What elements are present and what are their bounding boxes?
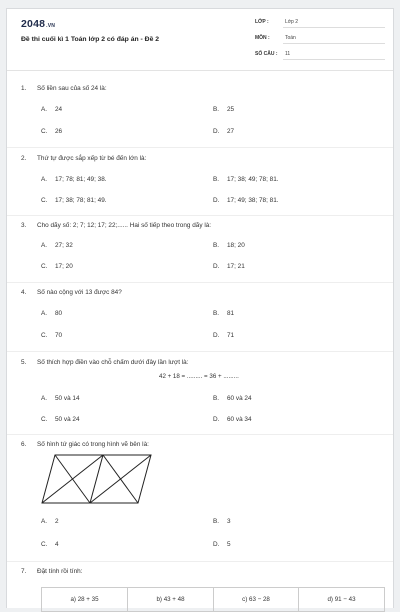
option-b[interactable]: B. 60 và 24: [213, 395, 252, 402]
option-b[interactable]: B. 17; 38; 49; 78; 81.: [213, 176, 279, 183]
option-c[interactable]: C. 4: [41, 541, 59, 548]
question-text: Cho dãy số: 2; 7; 12; 17; 22;...... Hai số tiếp theo trong dãy là:: [37, 222, 212, 229]
divider: [7, 351, 393, 352]
question-text: Đặt tính rồi tính:: [37, 568, 83, 575]
meta-label: SỐ CÂU :: [255, 51, 278, 57]
divider: [7, 147, 393, 148]
calc-cell: a) 28 + 35: [42, 588, 128, 612]
option-c[interactable]: C. 50 và 24: [41, 416, 80, 423]
exam-title: Đề thi cuối kì 1 Toán lớp 2 có đáp án - Đề 2: [21, 36, 160, 43]
meta-label: MÔN :: [255, 35, 270, 41]
question-number: 4.: [21, 289, 27, 296]
question-number: 6.: [21, 441, 27, 448]
meta-value: 11: [285, 51, 291, 57]
option-c[interactable]: C. 70: [41, 332, 63, 339]
question-number: 3.: [21, 222, 27, 229]
site-logo[interactable]: 2048.VN: [21, 18, 56, 30]
question-text: Số thích hợp điền vào chỗ chấm dưới đây lần lượt là:: [37, 359, 189, 366]
exam-header: [7, 9, 393, 71]
question-number: 1.: [21, 85, 27, 92]
option-d[interactable]: D. 17; 21: [213, 263, 245, 270]
option-a[interactable]: A. 17; 78; 81; 49; 38.: [41, 176, 107, 183]
question-text: Số hình tứ giác có trong hình vẽ bên là:: [37, 441, 149, 448]
option-d[interactable]: D. 60 và 34: [213, 416, 252, 423]
divider: [7, 215, 393, 216]
question-number: 2.: [21, 155, 27, 162]
quadrilateral-figure: [41, 453, 153, 505]
question-text: Số nào cộng với 13 được 84?: [37, 289, 122, 296]
option-a[interactable]: A. 80: [41, 310, 63, 317]
option-a[interactable]: A. 50 và 14: [41, 395, 80, 402]
equation: 42 + 18 = ......... = 36 + .........: [159, 373, 239, 380]
option-a[interactable]: A. 2: [41, 518, 59, 525]
divider: [7, 282, 393, 283]
option-c[interactable]: C. 17; 20: [41, 263, 73, 270]
option-c[interactable]: C. 17; 38; 78; 81; 49.: [41, 197, 107, 204]
meta-value: Toán: [285, 35, 296, 41]
question-number: 5.: [21, 359, 27, 366]
option-c[interactable]: C. 26: [41, 128, 63, 135]
meta-label: LỚP :: [255, 19, 269, 25]
option-a[interactable]: A. 24: [41, 106, 63, 113]
divider: [7, 561, 393, 562]
option-a[interactable]: A. 27; 32: [41, 242, 73, 249]
question-text: Số liền sau của số 24 là:: [37, 85, 107, 92]
option-d[interactable]: D. 5: [213, 541, 231, 548]
option-b[interactable]: B. 18; 20: [213, 242, 245, 249]
option-d[interactable]: D. 71: [213, 332, 235, 339]
option-b[interactable]: B. 3: [213, 518, 231, 525]
option-b[interactable]: B. 81: [213, 310, 235, 317]
question-text: Thứ tự được sắp xếp từ bé đến lớn là:: [37, 155, 147, 162]
option-d[interactable]: D. 17; 49; 38; 78; 81.: [213, 197, 279, 204]
option-b[interactable]: B. 25: [213, 106, 235, 113]
divider: [7, 434, 393, 435]
question-number: 7.: [21, 568, 27, 575]
exam-sheet: [6, 8, 394, 608]
calc-cell: c) 63 − 28: [214, 588, 299, 612]
calc-cell: b) 43 + 48: [128, 588, 214, 612]
meta-value: Lớp 2: [285, 19, 299, 25]
calc-cell: d) 91 − 43: [298, 588, 384, 612]
option-d[interactable]: D. 27: [213, 128, 235, 135]
